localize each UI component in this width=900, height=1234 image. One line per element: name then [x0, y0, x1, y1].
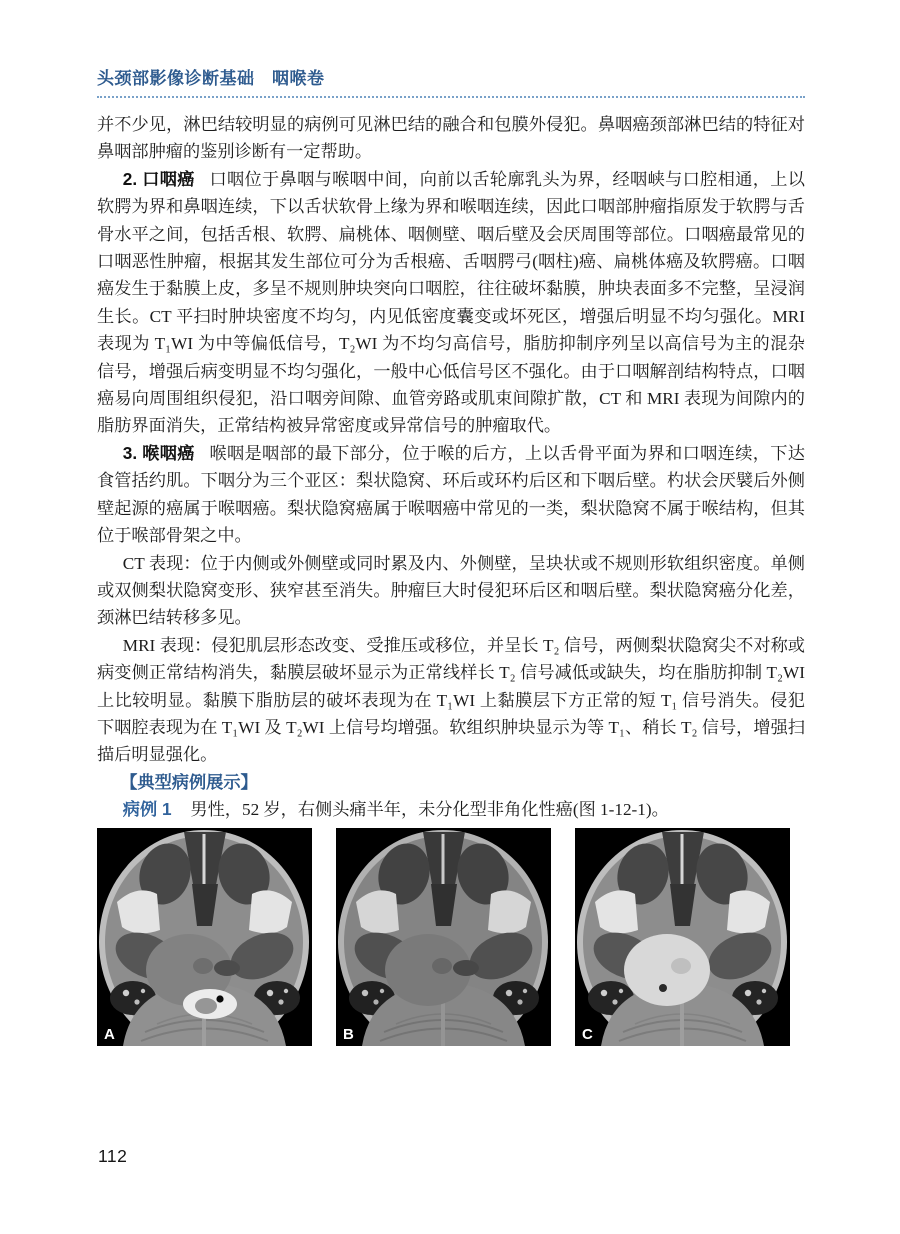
panel-label-c: C	[582, 1026, 593, 1043]
main-text-block	[97, 111, 805, 824]
ct-findings-text: CT 表现：位于内侧或外侧壁或同时累及内、外侧壁，呈块状或不规则形软组织密度。单侧或双侧梨状隐窝变形、狭窄甚至消失。肿瘤巨大时侵犯环后区和咽后壁。梨状隐窝癌分化差，颈淋巴结转移多见。	[97, 553, 805, 628]
mri-findings-text: MRI 表现：侵犯肌层形态改变、受推压或移位，并呈长 T₂ 信号，两侧梨状隐窝尖不对称或病变侧正常结构消失，黏膜层破坏显示为正常线样长 T₂ 信号减低或缺失，均在脂肪抑制 T₂WI 上比较明显。黏膜下脂肪层的破坏表现为在 T₁WI 上黏膜层下方正常的短 T₁ 信号消失。侵犯下咽腔表现为在 T₁WI 及 T₂WI 上信号均增强。软组织肿块显示为等 T₁、稍长 T₂ 信号，增强扫描后明显强化。	[97, 635, 805, 765]
mri-panel-a	[97, 828, 312, 1046]
panel-label-b: B	[343, 1026, 354, 1043]
book-title: 头颈部影像诊断基础 咽喉卷	[97, 69, 325, 88]
paragraph-hypopharyngeal-cancer	[97, 440, 805, 550]
mri-scan-image-t2	[97, 828, 312, 1046]
panel-label-a: A	[104, 1026, 115, 1043]
mri-panel-c	[575, 828, 790, 1046]
case-1-label: 病例 1	[122, 799, 172, 820]
section-title-hypopharyngeal: 3. 喉咽癌	[122, 442, 195, 463]
mri-scan-image-t1-contrast	[575, 828, 790, 1046]
paragraph-oropharyngeal-cancer	[97, 166, 805, 440]
case-section-heading: 【典型病例展示】	[120, 771, 258, 792]
page-number: 112	[98, 1146, 128, 1166]
paragraph-ct-findings	[97, 550, 805, 632]
section-title-oropharyngeal: 2. 口咽癌	[122, 168, 195, 189]
section-text-oropharyngeal: 口咽位于鼻咽与喉咽中间，向前以舌轮廓乳头为界，经咽峡与口腔相通，上以软腭为界和鼻咽连续，下以舌状软骨上缘为界和喉咽连续，因此口咽部肿瘤指原发于软腭与舌骨水平之间，包括舌根、软腭、扁桃体、咽侧壁、咽后壁及会厌周围等部位。口咽癌最常见的口咽恶性肿瘤，根据其发生部位可分为舌根癌、舌咽腭弓(咽柱)癌、扁桃体癌及软腭癌。口咽癌发生于黏膜上皮，多呈不规则肿块突向口咽腔，往往破坏黏膜，肿块表面多不完整，呈浸润生长。CT 平扫时肿块密度不均匀，内见低密度囊变或坏死区，增强后明显不均匀强化。MRI 表现为 T₁WI 为中等偏低信号，T₂WI 为不均匀高信号，脂肪抑制序列呈以高信号为主的混杂信号，增强后病变明显不均匀强化，一般中心低信号区不强化。由于口咽解剖结构特点，口咽癌易向周围组织侵犯，沿口咽旁间隙、血管旁路或肌束间隙扩散，CT 和 MRI 表现为间隙内的脂肪界面消失，正常结构被异常密度或异常信号的肿瘤取代。	[97, 169, 805, 436]
figure-1-12-1	[97, 828, 790, 1046]
mri-panel-b	[336, 828, 551, 1046]
case-1-description: 男性，52 岁，右侧头痛半年，未分化型非角化性癌(图 1-12-1)。	[190, 800, 669, 820]
paragraph-intro-text: 并不少见，淋巴结较明显的病例可见淋巴结的融合和包膜外侵犯。鼻咽癌颈部淋巴结的特征对鼻咽部肿瘤的鉴别诊断有一定帮助。	[97, 115, 805, 162]
mri-scan-image-t1	[336, 828, 551, 1046]
running-header	[97, 64, 805, 98]
case-1-line	[97, 796, 805, 823]
section-text-hypopharyngeal: 喉咽是咽部的最下部分，位于喉的后方，上以舌骨平面为界和口咽连续，下达食管括约肌。下咽分为三个亚区：梨状隐窝、环后或环杓后区和下咽后壁。杓状会厌襞后外侧壁起源的癌属于喉咽癌。梨状隐窝癌属于喉咽癌中常见的一类，梨状隐窝不属于喉结构，但其位于喉部骨架之中。	[97, 443, 805, 546]
paragraph-intro	[97, 111, 805, 166]
paragraph-mri-findings	[97, 632, 805, 769]
